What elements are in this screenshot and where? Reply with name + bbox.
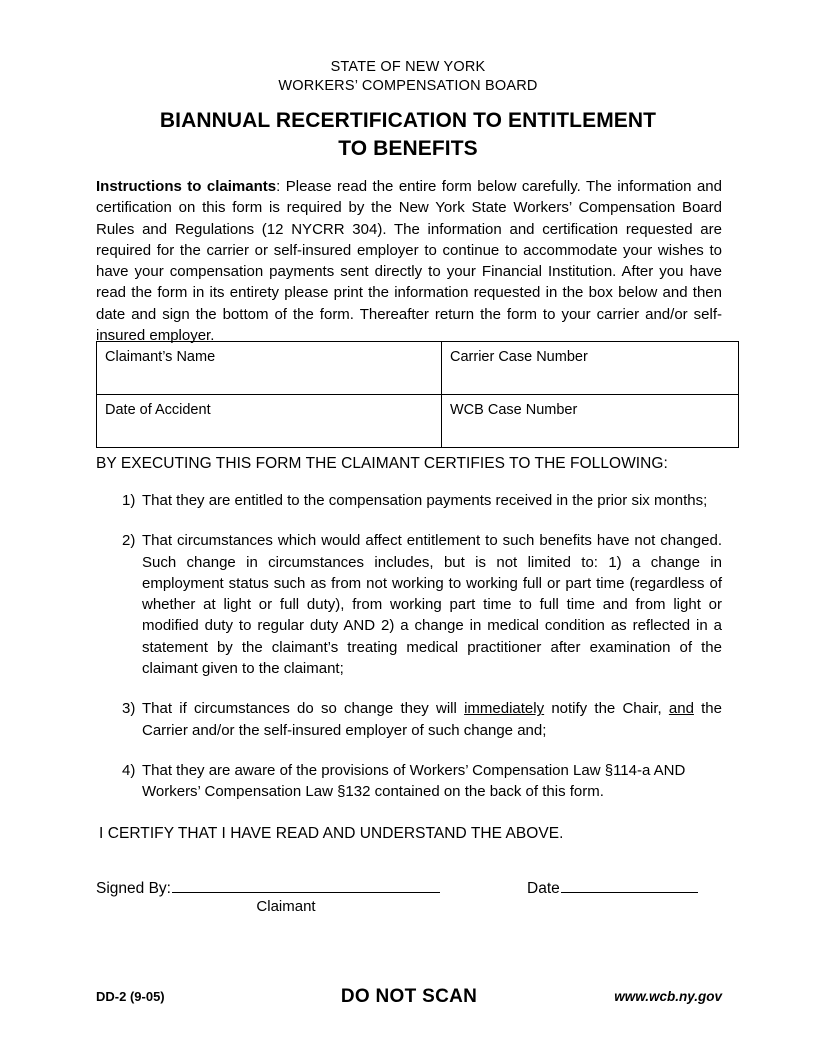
carrier-case-number-label: Carrier Case Number xyxy=(450,349,588,365)
list-item-marker: 4) xyxy=(122,761,136,779)
list-item xyxy=(96,530,722,679)
page-title xyxy=(96,107,720,163)
list-item-text xyxy=(142,698,722,741)
list-item-text: That they are entitled to the compensation payments received in the prior six months; xyxy=(142,492,708,509)
list-item-text-part-3: the Carrier and/or the self-insured employer of such change and; xyxy=(142,700,722,739)
list-item-text-part-2: notify the Chair, xyxy=(544,700,669,718)
list-item-marker: 2) xyxy=(122,532,136,550)
board-name: WORKERS’ COMPENSATION BOARD xyxy=(278,78,538,94)
table-row xyxy=(97,342,739,395)
website-url: www.wcb.ny.gov xyxy=(614,989,722,1004)
claimant-name-cell[interactable] xyxy=(97,342,442,395)
date-group xyxy=(527,878,698,899)
certifies-heading: BY EXECUTING THIS FORM THE CLAIMANT CERTIFIES TO THE FOLLOWING: xyxy=(96,455,668,472)
instructions-label: Instructions to claimants xyxy=(96,178,277,195)
list-item-marker: 3) xyxy=(122,700,136,718)
instructions-paragraph xyxy=(96,176,722,346)
claimant-info-table xyxy=(96,341,739,448)
date-of-accident-label: Date of Accident xyxy=(105,402,211,418)
signed-by-group xyxy=(96,878,440,899)
state-name: STATE OF NEW YORK xyxy=(330,59,486,75)
list-item-underlined-and: and xyxy=(668,700,694,718)
list-item xyxy=(96,760,722,803)
certification-list xyxy=(96,490,722,803)
form-title-line-2: TO BENEFITS xyxy=(338,137,478,160)
list-item-underlined-immediately: immediately xyxy=(464,700,545,718)
list-item-text: That circumstances which would affect entitlement to such benefits have not changed. Such change in circumstances includes, but is not limited to: 1) a change in employment status such as from not working to working full or part time (regardless of whether at light or full duty), from working part time to full time and from light or modified duty to regular duty AND 2) a change in medical condition as reflected in a statement by the claimant’s treating medical practitioner after examination of the claimant given to the claimant; xyxy=(142,532,722,678)
wcb-case-number-cell[interactable] xyxy=(442,395,739,448)
table-row xyxy=(97,395,739,448)
do-not-scan-notice: DO NOT SCAN xyxy=(340,986,478,1007)
signature-input-line[interactable] xyxy=(172,878,440,893)
certify-statement: I CERTIFY THAT I HAVE READ AND UNDERSTAND THE ABOVE. xyxy=(99,825,564,842)
list-item-text-part-1: That if circumstances do so change they will xyxy=(142,700,465,718)
instructions-body: : Please read the entire form below carefully. The information and certification on this form is required by the New York State Workers’ Compensation Board Rules and Regulations (12 NYCRR 304). The information and certification requested are required for the carrier or self-insured employer to continue to accommodate your wishes to have your compensation payments sent directly to your Financial Institution. After you have read the form in its entirety please print the information requested in the box below and then date and sign the bottom of the form. Thereafter return the form to your carrier and/or self-insured employer. xyxy=(96,178,722,345)
list-item xyxy=(96,490,722,511)
wcb-case-number-label: WCB Case Number xyxy=(450,402,578,418)
list-item-text: That they are aware of the provisions of Workers’ Compensation Law §114-a AND Workers’ Compensation Law §132 contained on the back of this form. xyxy=(142,761,686,801)
date-input-line[interactable] xyxy=(561,878,698,893)
page-footer xyxy=(96,985,722,1009)
claimant-name-label: Claimant’s Name xyxy=(105,349,216,365)
list-item-marker: 1) xyxy=(122,492,136,509)
form-title-line-1: BIANNUAL RECERTIFICATION TO ENTITLEMENT xyxy=(159,109,657,132)
list-item xyxy=(96,698,722,741)
agency-header xyxy=(96,58,720,96)
carrier-case-number-cell[interactable] xyxy=(442,342,739,395)
form-number: DD-2 (9-05) xyxy=(96,989,165,1004)
date-of-accident-cell[interactable] xyxy=(97,395,442,448)
date-label: Date xyxy=(527,880,560,897)
signed-by-label: Signed By: xyxy=(96,880,171,897)
signature-caption: Claimant xyxy=(256,898,316,915)
